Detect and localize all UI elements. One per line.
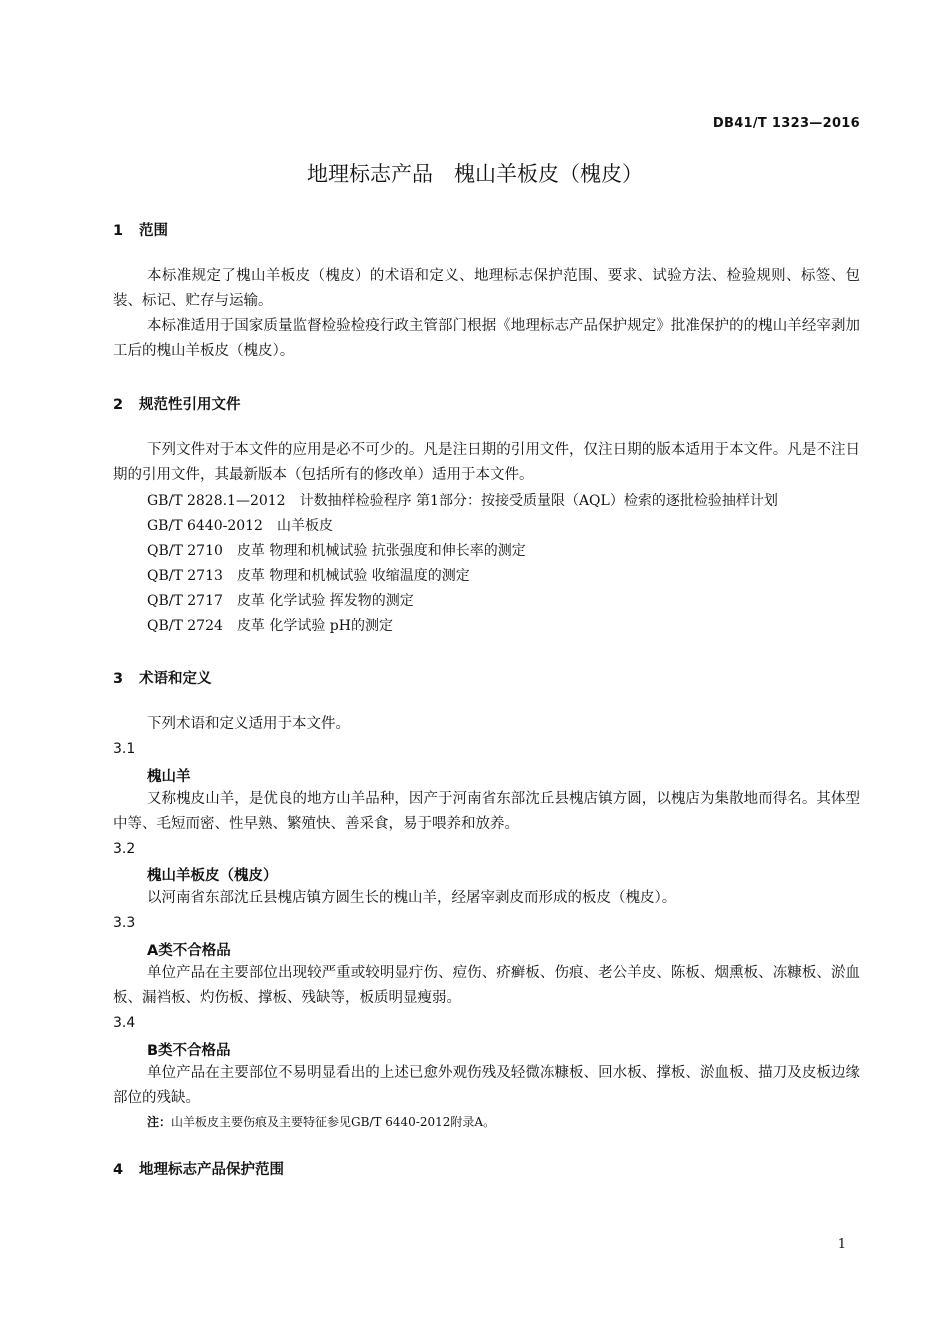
term-name: B类不合格品 bbox=[147, 1043, 231, 1059]
section-2-paragraph-1: 下列文件对于本文件的应用是必不可少的。凡是注日期的引用文件，仅注日期的版本适用于本文件。凡是不注日期的引用文件，其最新版本（包括所有的修改单）适用于本文件。 bbox=[113, 442, 860, 483]
section-3-intro: 下列术语和定义适用于本文件。 bbox=[147, 716, 350, 732]
section-title: 范围 bbox=[139, 223, 168, 239]
section-number: 2 bbox=[113, 397, 124, 413]
document-title: 地理标志产品 槐山羊板皮（槐皮） bbox=[307, 162, 643, 186]
term-number: 3.2 bbox=[113, 841, 136, 857]
term-name: 槐山羊 bbox=[147, 769, 191, 785]
normative-reference: QB/T 2717 皮革 化学试验 挥发物的测定 bbox=[147, 593, 414, 609]
note-text: 山羊板皮主要伤痕及主要特征参见GB/T 6440-2012附录A。 bbox=[171, 1115, 496, 1129]
section-1-paragraph-2: 本标准适用于国家质量监督检验检疫行政主管部门根据《地理标志产品保护规定》批准保护的的槐山羊经宰剥加工后的槐山羊板皮（槐皮）。 bbox=[113, 318, 860, 359]
normative-reference: GB/T 2828.1—2012 计数抽样检验程序 第1部分：按接受质量限（AQL）检索的逐批检验抽样计划 bbox=[147, 493, 778, 509]
section-number: 4 bbox=[113, 1162, 124, 1178]
section-title: 地理标志产品保护范围 bbox=[139, 1162, 284, 1178]
page-number: 1 bbox=[837, 1237, 846, 1252]
term-name: A类不合格品 bbox=[147, 943, 231, 959]
document-code: DB41/T 1323—2016 bbox=[712, 116, 860, 131]
term-number: 3.1 bbox=[113, 741, 136, 757]
term-name: 槐山羊板皮（槐皮） bbox=[147, 868, 278, 884]
section-3-heading bbox=[113, 667, 860, 688]
normative-reference: GB/T 6440-2012 山羊板皮 bbox=[147, 518, 333, 534]
term-definition: 单位产品在主要部位不易明显看出的上述已愈外观伤残及轻微冻糠板、回水板、撑板、淤血板、描刀及皮板边缘部位的残缺。 bbox=[113, 1065, 860, 1106]
normative-reference: QB/T 2713 皮革 物理和机械试验 收缩温度的测定 bbox=[147, 568, 470, 584]
section-number: 3 bbox=[113, 671, 124, 687]
term-definition: 又称槐皮山羊，是优良的地方山羊品种，因产于河南省东部沈丘县槐店镇方圆，以槐店为集散地而得名。其体型中等、毛短而密、性早熟、繁殖快、善采食，易于喂养和放养。 bbox=[113, 791, 860, 832]
term-number: 3.3 bbox=[113, 915, 136, 931]
section-1-paragraph-1: 本标准规定了槐山羊板皮（槐皮）的术语和定义、地理标志保护范围、要求、试验方法、检验规则、标签、包装、标记、贮存与运输。 bbox=[113, 268, 860, 309]
section-2-heading bbox=[113, 393, 860, 414]
term-number: 3.4 bbox=[113, 1015, 136, 1031]
section-1-heading bbox=[113, 219, 860, 240]
section-title: 术语和定义 bbox=[139, 671, 212, 687]
section-4-heading bbox=[113, 1158, 860, 1179]
normative-reference: QB/T 2724 皮革 化学试验 pH的测定 bbox=[147, 618, 393, 634]
section-title: 规范性引用文件 bbox=[139, 397, 241, 413]
normative-reference: QB/T 2710 皮革 物理和机械试验 抗张强度和伸长率的测定 bbox=[147, 543, 526, 559]
term-definition: 单位产品在主要部位出现较严重或较明显疔伤、痘伤、疥癣板、伤痕、老公羊皮、陈板、烟熏板、冻糠板、淤血板、漏裆板、灼伤板、撑板、残缺等，板质明显瘦弱。 bbox=[113, 965, 860, 1006]
note-label: 注： bbox=[147, 1115, 172, 1129]
term-definition: 以河南省东部沈丘县槐店镇方圆生长的槐山羊，经屠宰剥皮而形成的板皮（槐皮）。 bbox=[147, 890, 677, 906]
section-number: 1 bbox=[113, 223, 124, 239]
note bbox=[147, 1113, 495, 1130]
